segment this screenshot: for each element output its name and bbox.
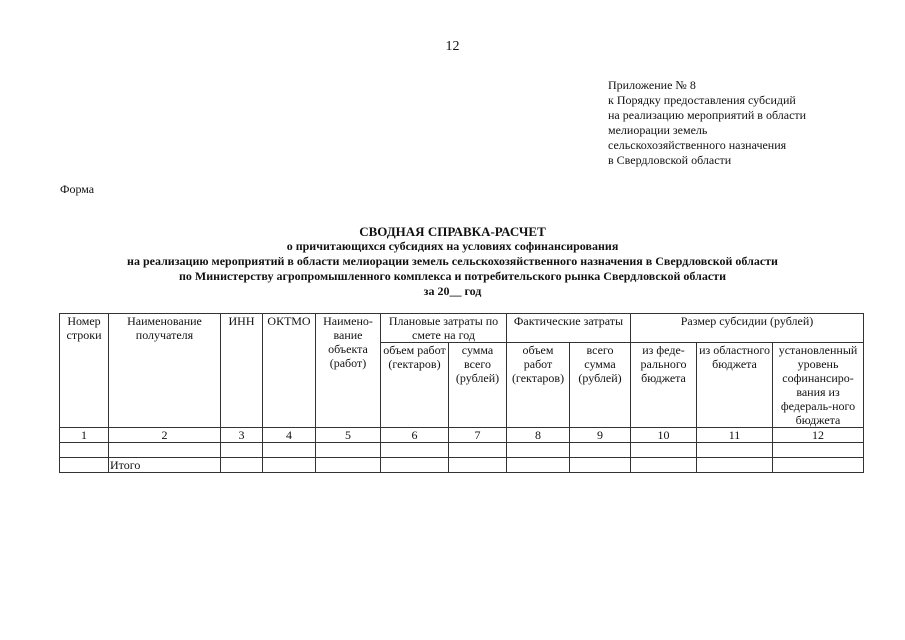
table-cell [221, 443, 263, 458]
column-number: 6 [381, 428, 449, 443]
table-cell [60, 458, 109, 473]
report-table [59, 313, 864, 473]
appendix-line: в Свердловской области [608, 153, 732, 167]
form-label: Форма [60, 182, 95, 196]
header-actual: Фактические затраты [507, 314, 631, 343]
table-cell [570, 443, 631, 458]
header-planned: Плановые затраты по смете на год [381, 314, 507, 343]
total-label: Итого [109, 458, 221, 473]
table-cell [316, 458, 381, 473]
column-number: 7 [449, 428, 507, 443]
appendix-line: мелиорации земель [608, 123, 708, 137]
table-cell [449, 458, 507, 473]
document-title [0, 224, 905, 299]
table-cell [697, 458, 773, 473]
total-row [60, 458, 864, 473]
table-cell [263, 458, 316, 473]
column-number: 4 [263, 428, 316, 443]
column-number: 3 [221, 428, 263, 443]
header-recipient: Наименование получателя [109, 314, 221, 428]
appendix-line: Приложение № 8 [608, 78, 696, 92]
table-cell [507, 443, 570, 458]
table-cell [773, 458, 864, 473]
appendix-line: на реализацию мероприятий в области [608, 108, 807, 122]
header-planned-sum: сумма всего (рублей) [449, 343, 507, 428]
table-cell [381, 458, 449, 473]
table-cell [631, 443, 697, 458]
column-number: 2 [109, 428, 221, 443]
title-main: СВОДНАЯ СПРАВКА-РАСЧЕТ [359, 224, 546, 239]
table-cell [449, 443, 507, 458]
table-cell [697, 443, 773, 458]
header-object: Наимено-вание объекта (работ) [316, 314, 381, 428]
table-cell [316, 443, 381, 458]
header-actual-sum: всего сумма (рублей) [570, 343, 631, 428]
column-number: 11 [697, 428, 773, 443]
header-actual-volume: объем работ (гектаров) [507, 343, 570, 428]
table-row [60, 443, 864, 458]
header-subsidy: Размер субсидии (рублей) [631, 314, 864, 343]
column-number: 9 [570, 428, 631, 443]
header-federal: из феде-рального бюджета [631, 343, 697, 428]
column-number: 12 [773, 428, 864, 443]
header-row-number: Номер строки [60, 314, 109, 428]
title-line: по Министерству агропромышленного комплекса и потребительского рынка Свердловской области [179, 269, 726, 283]
table-cell [381, 443, 449, 458]
table-cell [221, 458, 263, 473]
column-number: 8 [507, 428, 570, 443]
table-cell [263, 443, 316, 458]
table-cell [631, 458, 697, 473]
table-cell [570, 458, 631, 473]
title-line: за 20__ год [423, 284, 482, 298]
header-oktmo: ОКТМО [263, 314, 316, 428]
appendix-line: к Порядку предоставления субсидий [608, 93, 796, 107]
header-regional: из областного бюджета [697, 343, 773, 428]
page-number: 12 [445, 39, 460, 54]
appendix-line: сельскохозяйственного назначения [608, 138, 787, 152]
column-number: 1 [60, 428, 109, 443]
table-cell [507, 458, 570, 473]
appendix-block [608, 78, 806, 168]
header-inn: ИНН [221, 314, 263, 428]
header-cofinancing: установленный уровень софинансиро-вания из федераль-ного бюджета [773, 343, 864, 428]
table-cell [773, 443, 864, 458]
table-cell [109, 443, 221, 458]
header-planned-volume: объем работ (гектаров) [381, 343, 449, 428]
column-number: 10 [631, 428, 697, 443]
column-number: 5 [316, 428, 381, 443]
table-cell [60, 443, 109, 458]
title-line: на реализацию мероприятий в области мелиорации земель сельскохозяйственного назначения в Свердловской области [127, 254, 778, 268]
title-line: о причитающихся субсидиях на условиях софинансирования [286, 239, 619, 253]
